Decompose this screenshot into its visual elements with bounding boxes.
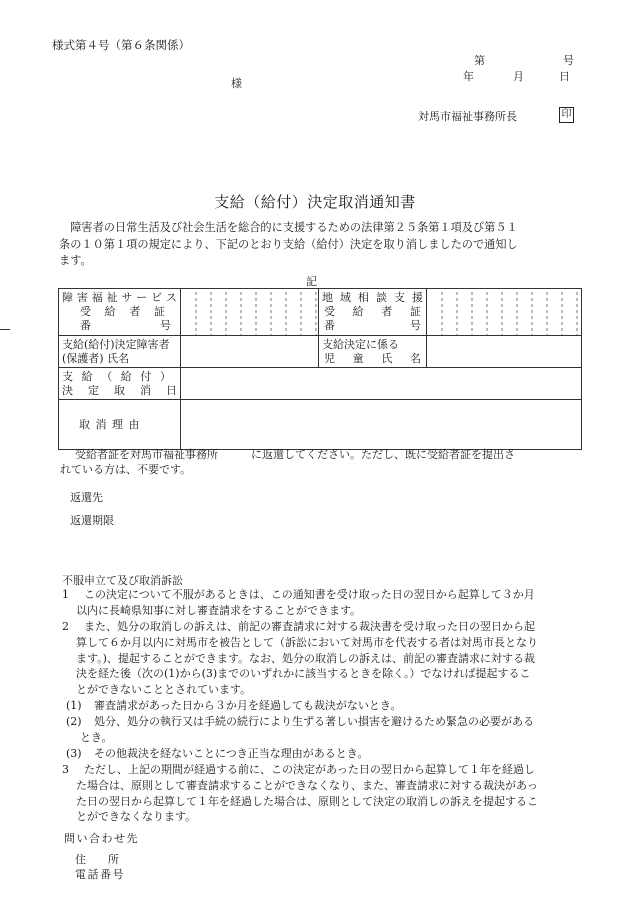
- contact-phone-label: 電話番号: [75, 868, 125, 881]
- intro-paragraph: [59, 220, 577, 270]
- item-number: (1): [66, 699, 82, 712]
- item-line: とができなくなります。: [76, 810, 197, 824]
- document-title: 支給（給付）決定取消通知書: [214, 193, 416, 211]
- date-day-label: 日: [559, 70, 570, 83]
- cancel-reason-label: [59, 400, 181, 450]
- item-line: また、処分の取消しの訴えは、前記の審査請求に対する裁決書を受け取った日の翌日から起: [84, 620, 535, 633]
- document-number-suffix: 号: [563, 54, 574, 67]
- label-line: 取 消 理 由: [79, 417, 141, 431]
- label-line: 決 定 取 消 日: [62, 383, 177, 397]
- label-line: 番 号: [324, 319, 421, 332]
- label-line: 受 給 者 証: [80, 305, 165, 318]
- return-note-line: れている方は、不要です。: [60, 463, 192, 476]
- cancel-reason-input[interactable]: [181, 400, 582, 450]
- date-month-label: 月: [513, 70, 524, 83]
- cancel-date-label: [59, 368, 181, 400]
- ki-marker: 記: [306, 275, 317, 288]
- item-number: 1: [62, 588, 69, 601]
- item-line: ただし、上記の期間が経過する前に、この決定があった日の翌日から起算して１年を経過し: [84, 763, 535, 776]
- consult-cert-number-input[interactable]: [427, 289, 582, 336]
- label-line: 受 給 者 証: [324, 305, 421, 318]
- label-line: 児 童 氏 名: [324, 351, 421, 365]
- appeal-subitem-3: [66, 746, 586, 762]
- table-row: [59, 289, 582, 336]
- label-line: 障 害 福 祉 サ ー ビ ス: [62, 291, 177, 304]
- table-row: [59, 336, 582, 368]
- item-line: 算して６か月以内に対馬市を被告として（訴訟において対馬市を代表する者は対馬市長となり: [76, 635, 538, 649]
- form-number: 様式第４号（第６条関係）: [52, 38, 190, 52]
- issuer-name: 対馬市福祉事務所長: [418, 110, 517, 123]
- service-cert-label: [59, 289, 181, 336]
- label-line: 支給(給付)決定障害者: [62, 337, 170, 351]
- document-number-label: 第: [474, 54, 485, 67]
- return-note: [60, 447, 582, 477]
- recipient-honorific: 様: [231, 77, 242, 90]
- table-row: [59, 368, 582, 400]
- label-line: (保護者) 氏名: [62, 351, 130, 365]
- appeal-item-3: [62, 762, 582, 825]
- appeal-subitem-2: [66, 714, 586, 746]
- consult-cert-label: [319, 289, 427, 336]
- item-line: この決定について不服があるときは、この通知書を受け取った日の翌日から起算して３か月: [84, 588, 535, 601]
- appeal-item-2: [62, 619, 582, 698]
- service-cert-number-input[interactable]: [181, 289, 319, 336]
- item-number: (2): [66, 715, 82, 728]
- child-name-label: [319, 336, 427, 368]
- intro-line: ます。: [59, 254, 92, 267]
- decision-person-name-input[interactable]: [181, 336, 319, 368]
- seal-stamp-box: 印: [559, 107, 574, 123]
- item-number: 2: [62, 620, 69, 633]
- item-line: た場合は、原則として審査請求することができなくなり、また、審査請求に対する裁決があっ: [76, 778, 538, 792]
- margin-mark: [0, 329, 10, 330]
- contact-address-label: 住 所: [75, 853, 119, 866]
- item-line: 以内に長崎県知事に対し審査請求をすることができます。: [76, 603, 362, 617]
- appeal-item-1: [62, 587, 582, 619]
- table-row: [59, 400, 582, 450]
- appeal-subitem-1: [66, 698, 586, 714]
- return-destination-label: 返還先: [70, 491, 103, 504]
- item-number: 3: [62, 763, 69, 776]
- item-line: その他裁決を経ないことにつき正当な理由があるとき。: [94, 747, 369, 760]
- label-line: 支 給 （ 給 付 ）: [62, 369, 171, 383]
- appeal-heading: 不服申立て及び取消訴訟: [62, 574, 183, 587]
- decision-table: [58, 288, 582, 450]
- date-year-label: 年: [463, 70, 474, 83]
- item-line: とき。: [80, 730, 113, 744]
- item-line: 審査請求があった日から３か月を経過しても裁決がないとき。: [94, 699, 402, 712]
- label-line: 地 域 相 談 支 援: [322, 291, 423, 304]
- return-deadline-label: 返還期限: [70, 514, 114, 527]
- item-line: 決を経た後（次の(1)から(3)までのいずれかに該当するときを除く。）でなければ提起するこ: [76, 667, 531, 681]
- item-number: (3): [66, 747, 82, 760]
- decision-person-label: [59, 336, 181, 368]
- item-line: た日の翌日から起算して１年を経過した場合は、原則として決定の取消しの訴えを提起するこ: [76, 794, 538, 808]
- child-name-input[interactable]: [427, 336, 582, 368]
- label-line: 支給決定に係る: [322, 337, 399, 351]
- return-note-line: 受給者証を対馬市福祉事務所 に返還してください。ただし、既に受給者証を提出さ: [75, 448, 515, 461]
- item-line: 処分、処分の執行又は手続の続行により生ずる著しい損害を避けるため緊急の必要がある: [94, 715, 534, 728]
- item-line: ます。)、提起することができます。なお、処分の取消しの訴えは、前記の審査請求に対する裁: [76, 651, 536, 665]
- contact-heading: 問い合わせ先: [64, 832, 139, 845]
- label-line: 番 号: [80, 319, 171, 332]
- intro-line: 条の１０第１項の規定により、下記のとおり支給（給付）決定を取り消しましたので通知し: [59, 237, 518, 251]
- cancel-date-input[interactable]: [181, 368, 582, 400]
- intro-line: 障害者の日常生活及び社会生活を総合的に支援するための法律第２５条第１項及び第５１: [70, 221, 518, 234]
- item-line: とができないこととされています。: [76, 683, 252, 697]
